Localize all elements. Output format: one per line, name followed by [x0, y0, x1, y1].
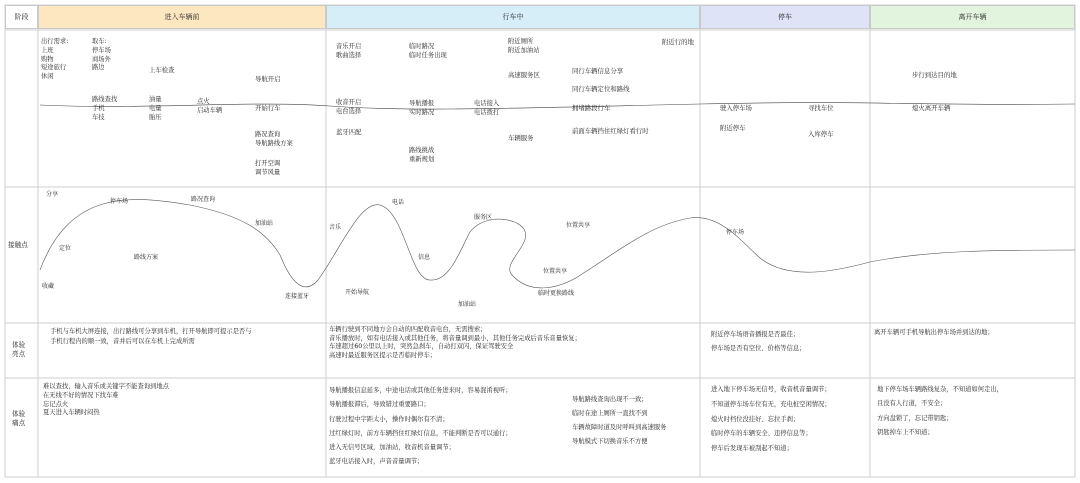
task-navigation-start: 导航开启 [255, 75, 281, 83]
task-phone: 电话接入 电话拨打 [474, 100, 500, 116]
phase-header-parking: 停车 [700, 5, 870, 29]
task-nav-broadcast: 导航播报 实时路况 [409, 100, 435, 116]
row-label-painpoints: 体验 痛点 [12, 410, 26, 427]
painpoints-before: 难以查找，输入音乐或关键字不能查询到地点 在无线不好的情况下找车难 忘记点火 夏天进入车辆时闷热 [43, 383, 169, 417]
task-vehicle-service: 车辆服务 [508, 134, 534, 142]
touchpoint-location-share-2: 位置共享 [543, 268, 568, 275]
touchpoint-message: 信息 [418, 254, 431, 261]
task-reverse-park: 入库停车 [808, 130, 834, 138]
task-leave-car: 熄火离开车辆 [912, 104, 951, 112]
highlights-driving: 车辆行驶到不同地方会自动的匹配收音电台，无需搜索； 音乐播放时，如有电话接入或其他任务，将音量调到最小，其他任务完成后音乐音量恢复； 车速超过60公里以上时，突然急刹车，自动打双闪，保证驾驶安全 高速时最近服务区提示是否临时停车； [329, 326, 581, 359]
row-label-highlights: 体验 亮点 [12, 341, 26, 358]
task-traffic-light: 前面车辆挡住红绿灯看行时 [572, 127, 649, 135]
touchpoint-service-area: 服务区 [474, 214, 493, 221]
row-label-touchpoints: 接触点 [8, 241, 28, 249]
phase-header-before: 进入车辆前 [38, 5, 326, 29]
highlights-parking: 附近停车场语音播报是否最佳； 停车场是否有空位、价格等信息； [711, 331, 806, 352]
touchpoint-route-plan: 路线方案 [134, 254, 159, 261]
painpoints-driving-1: 导航播报信息延多，中途电话或其他任务进来时，容易混淆视听； 导航播报滞后，导致错过重要路口； 行驶过程中字距太小，操作时偶尔有不清； 过红绿灯时，前方车辆挡住红绿灯信息，不能判断是否可以通行； 进入无信号区域，加油站，收音机音量调节； 蓝牙电话接入时，声音音量调节； [329, 387, 512, 466]
task-bluetooth: 蓝牙匹配 [336, 128, 362, 136]
task-nearby: 附近厕所 附近加油站 [508, 38, 540, 54]
task-service-area: 高速服务区 [508, 71, 540, 79]
touchpoint-gas-station-2: 加油站 [458, 301, 477, 308]
task-find-space: 寻找车位 [808, 104, 834, 112]
task-park-nearby: 附近停车 [720, 124, 746, 132]
phase-header-driving: 行车中 [326, 5, 700, 29]
touchpoint-phone: 电话 [392, 199, 405, 206]
painpoints-driving-2: 导航路线查询出现不一致； 临时在途上厕所一直找不到 车辆故障时道及时呼叫到高速服务 导航模式下切换音乐不方便 [572, 396, 667, 445]
task-walk-destination: 步行到达目的地 [912, 71, 957, 79]
task-ignite: 点火 启动车辆 [197, 98, 223, 114]
task-aircon: 打开空调 调节风量 [255, 160, 281, 176]
task-route-replan: 路线挑战 重新规划 [409, 147, 435, 163]
painpoints-leaving: 地下停车场车辆路线复杂，不知道如何走出， 且没有人行道，不安全； 方向盘锁了，忘记带钥匙； 钥匙掉车上不知道； [877, 386, 1003, 436]
touchpoint-music: 音乐 [329, 224, 342, 231]
task-start-driving: 开始行车 [255, 104, 281, 112]
task-radio: 收音开启 电台选择 [336, 99, 362, 115]
task-share-info: 同行车辆信息分享 [572, 67, 624, 75]
highlights-leaving: 离开车辆可手机导航出停车场并到达的地； [874, 329, 994, 336]
task-destination-nearby: 附近行的地 [662, 38, 694, 46]
touchpoint-gas-station: 加油站 [255, 220, 274, 227]
touchpoint-bluetooth: 连接蓝牙 [285, 293, 310, 300]
touchpoint-parking: 停车场 [110, 198, 129, 205]
task-pickup-car: 取车: 停车场 商场外 路边 [92, 38, 111, 72]
touchpoint-location-share: 位置共享 [566, 222, 591, 229]
phase-header-leaving: 离开车辆 [870, 5, 1075, 29]
task-fuel-check: 油量 电量 胎压 [149, 96, 162, 121]
touchpoint-reroute: 临时更换路线 [538, 290, 575, 297]
task-music: 音乐开启 歌曲选择 [336, 43, 362, 59]
touchpoint-favorite: 收藏 [42, 283, 55, 290]
task-congestion: 拥堵路段行车 [572, 104, 611, 112]
stage-header: 阶段 [5, 5, 38, 29]
task-car-check: 上车检查 [149, 66, 175, 74]
task-route-search: 路线查找 手机 车技 [92, 96, 118, 121]
task-temp-traffic: 临时路况 临时任务出现 [409, 43, 447, 59]
touchpoint-traffic: 路况查询 [191, 196, 216, 203]
painpoints-parking: 进入地下停车场无信号，收音机音量调节； 不知道停车场车位有无，充电桩空闲情况； 熄火时档位没挂好、忘拉手刹； 临时停车的车辆安全、违停信息等； 停车后发现车被刮起不知道； [711, 386, 831, 453]
touchpoint-start-nav: 开始导航 [345, 289, 370, 296]
task-traffic-query: 路况查询 导航路线方案 [255, 131, 293, 147]
touchpoint-location: 定位 [59, 245, 72, 252]
touchpoint-share: 分享 [46, 191, 59, 198]
touchpoint-parking-2: 停车场 [726, 229, 745, 236]
highlights-before: 手机与车机大屏连接，出行路线可分享到车机，打开导航即可提示是否与 手机行程内的顺一致，音并后可以在车机上完成所需 [50, 328, 252, 345]
task-location-route: 同行车辆定位和路线 [572, 85, 630, 93]
task-travel-need: 出行需求: 上班 购物 短途旅行 休闲 [41, 38, 69, 81]
task-enter-parking: 驶入停车场 [720, 104, 752, 112]
